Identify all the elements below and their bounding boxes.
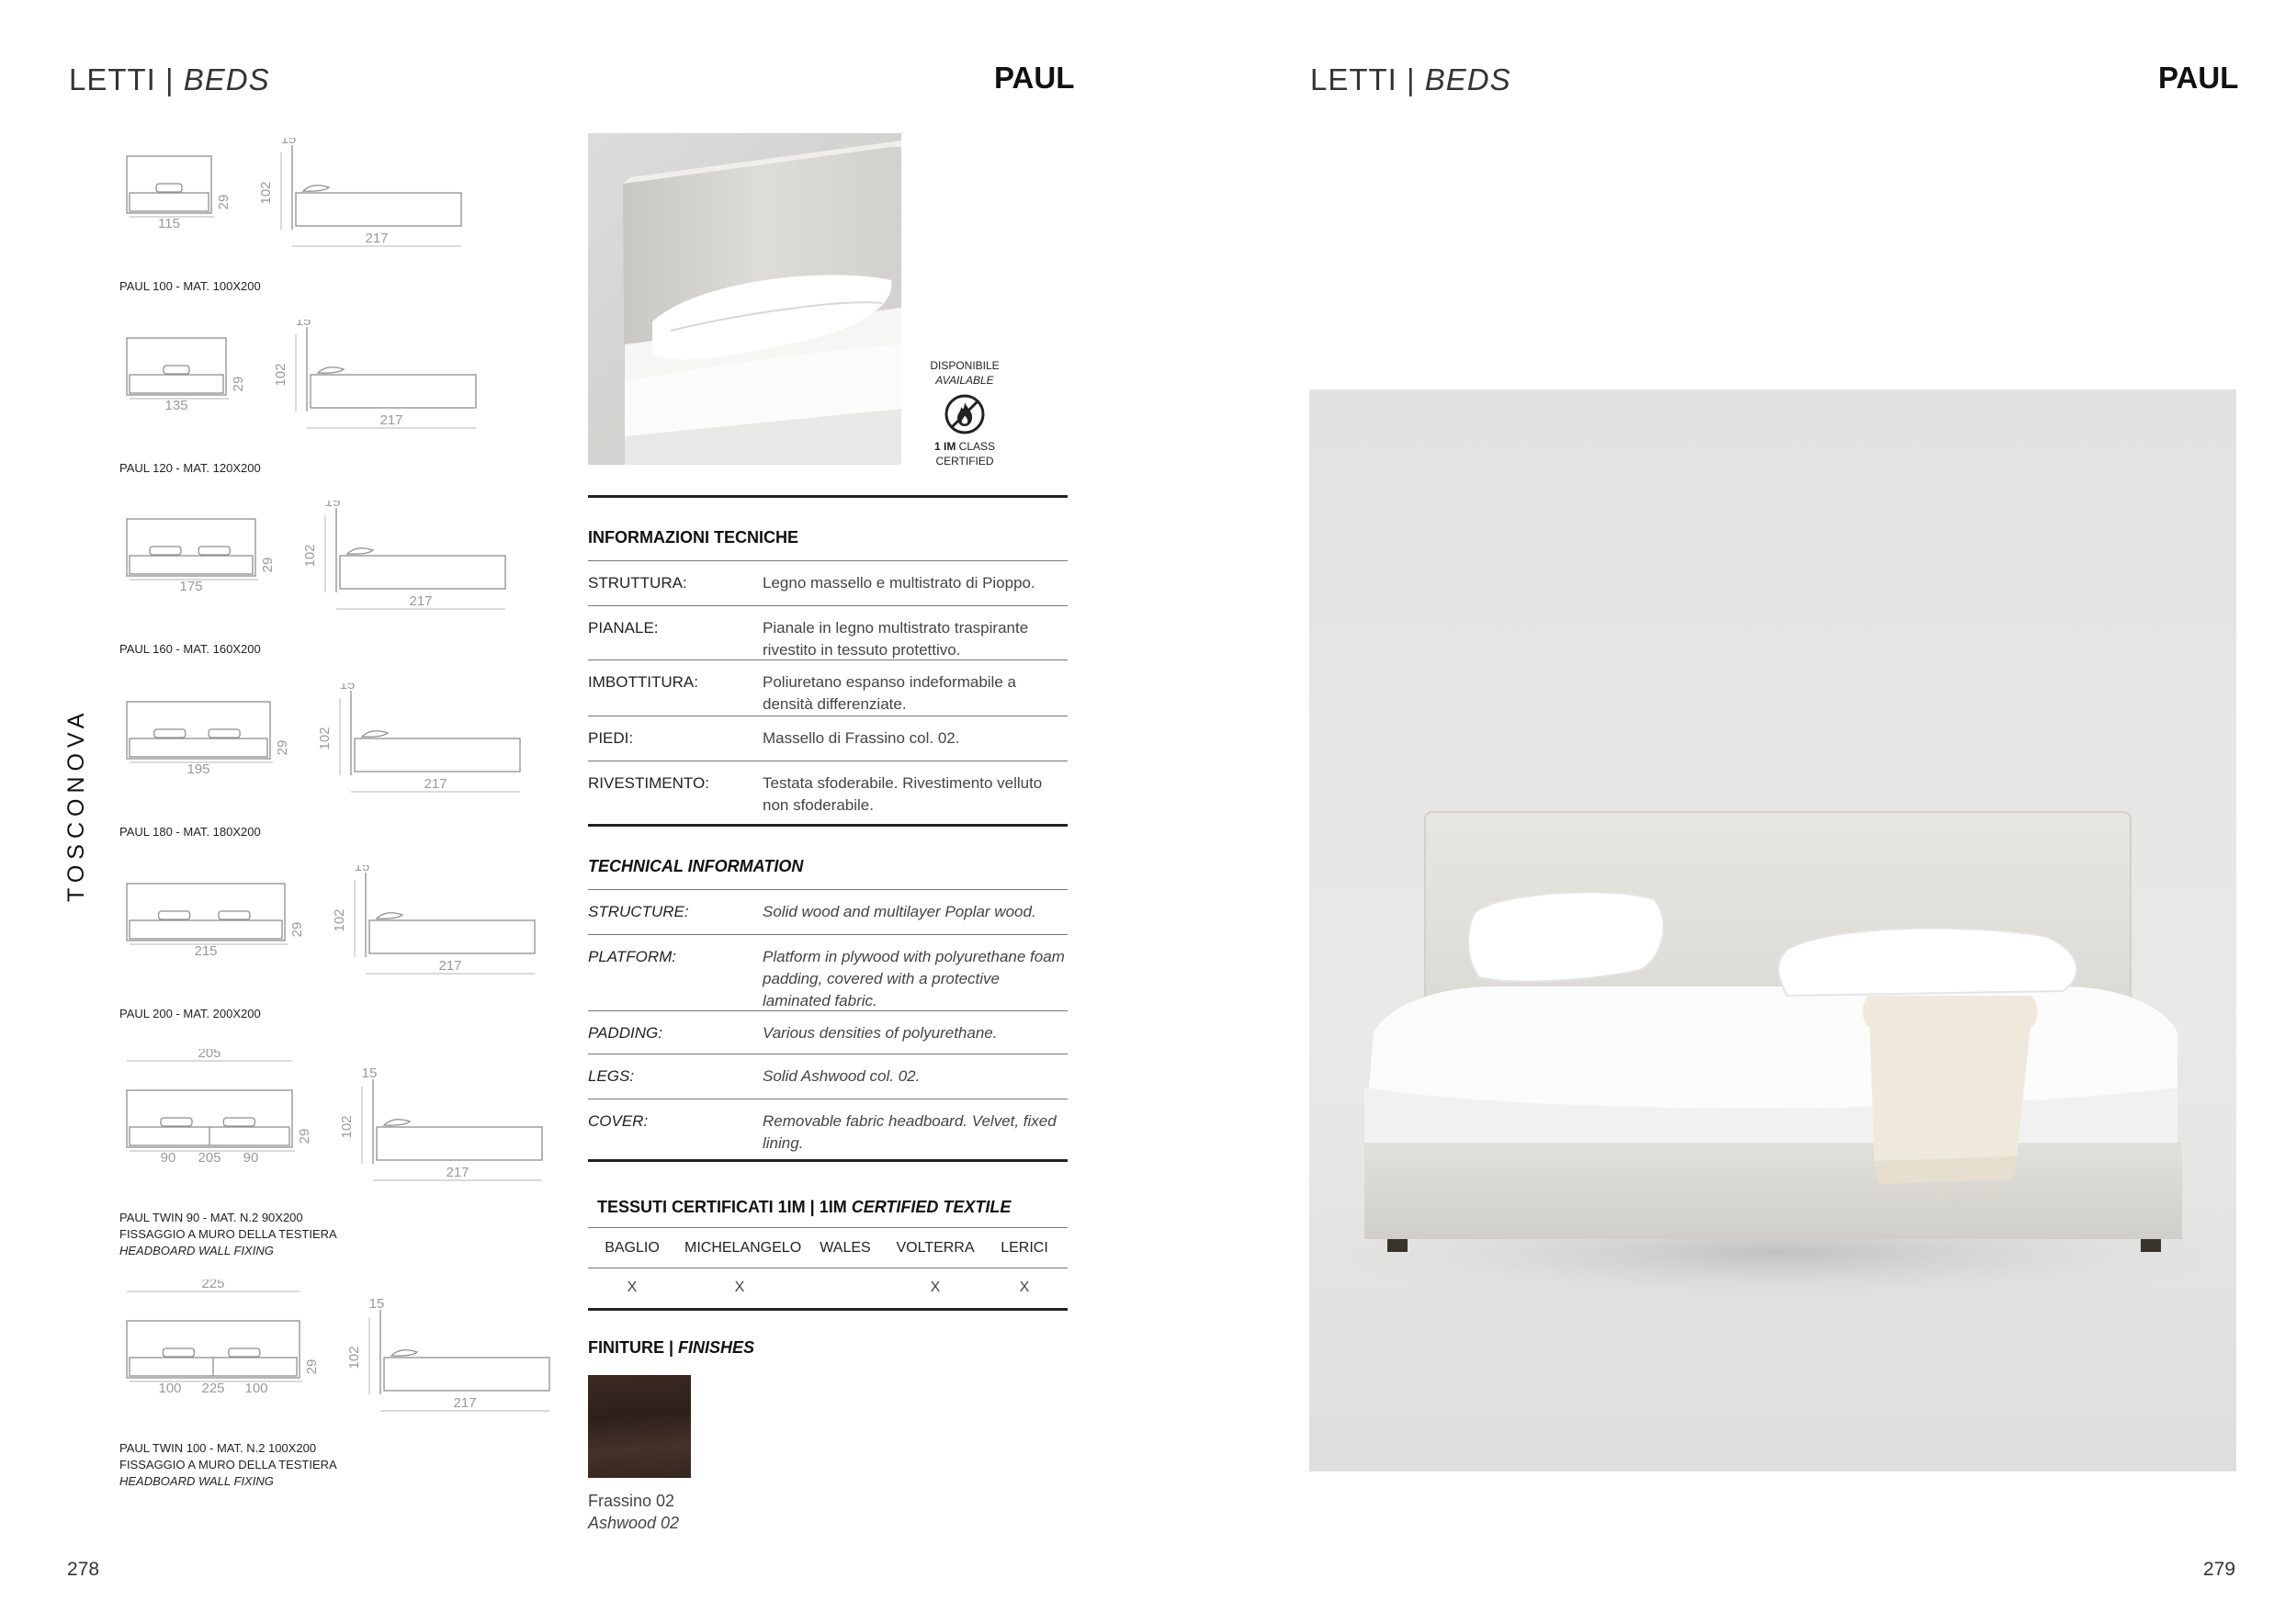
finishes-title <box>588 1338 754 1358</box>
width-dim: 115 <box>158 216 180 231</box>
length-dim: 217 <box>453 1395 477 1411</box>
length-dim: 217 <box>424 776 447 792</box>
spec-label: RIVESTIMENTO: <box>588 774 709 792</box>
length-dim: 217 <box>446 1165 469 1180</box>
front-headboard <box>127 156 211 213</box>
spec-value: Testata sfoderabile. Rivestimento velluto non sfoderabile. <box>763 774 1043 814</box>
spec-label: PLATFORM: <box>588 948 677 965</box>
top-thickness-dim: 15 <box>368 1296 385 1312</box>
twin-total-width: 205 <box>198 1049 221 1061</box>
finishes-title-it: FINITURE | <box>588 1338 679 1357</box>
spec-label: COVER: <box>588 1112 649 1130</box>
spec-value: Solid wood and multilayer Poplar wood. <box>763 903 1036 920</box>
spec-value: Massello di Frassino col. 02. <box>763 729 960 747</box>
product-title: PAUL <box>994 61 1075 95</box>
tech-info-en <box>588 824 1068 1169</box>
headboard-height-dim: 102 <box>317 727 333 750</box>
front-headboard <box>127 519 255 576</box>
spec-value: Poliuretano espanso indeformabile a densità differenziate. <box>763 673 1016 713</box>
spec-label: IMBOTTITURA: <box>588 673 698 691</box>
spec-row <box>588 606 1068 659</box>
side-base <box>355 738 520 772</box>
headboard-height-dim: 102 <box>302 544 318 568</box>
section-title-it-right: LETTI | <box>1310 62 1425 96</box>
divider <box>588 495 1068 498</box>
tech-info-it <box>588 495 1068 831</box>
length-dim: 217 <box>438 958 462 974</box>
side-base <box>311 375 476 408</box>
front-base <box>130 375 223 393</box>
badge-certified: CERTIFIED <box>935 455 994 468</box>
side-base <box>340 556 505 589</box>
bed-drawing-3 <box>119 501 551 675</box>
wall-fixing-en: HEADBOARD WALL FIXING <box>119 1244 274 1257</box>
bed-caption <box>119 1210 551 1259</box>
front-pillow <box>219 911 250 919</box>
width-dim: 175 <box>179 579 203 594</box>
bed-detail-photo <box>588 133 901 465</box>
front-pillow <box>163 1348 194 1357</box>
bed-caption <box>119 641 551 658</box>
bed-caption <box>119 824 551 840</box>
headboard-height-dim: 102 <box>332 908 347 932</box>
divider <box>588 824 1068 827</box>
front-headboard <box>127 338 226 395</box>
section-title-it: LETTI | <box>69 62 184 96</box>
model-name: PAUL 160 - MAT. 160X200 <box>119 642 261 656</box>
bed-drawing-4 <box>119 683 551 858</box>
tech-info-title: INFORMAZIONI TECNICHE <box>588 528 798 547</box>
spec-label: STRUCTURE: <box>588 903 689 920</box>
height-dim: 29 <box>297 1128 312 1144</box>
front-headboard <box>127 702 270 759</box>
front-base <box>130 738 267 757</box>
top-thickness-dim: 15 <box>361 1065 378 1081</box>
spec-label: PADDING: <box>588 1024 662 1042</box>
wall-fixing-en: HEADBOARD WALL FIXING <box>119 1474 274 1488</box>
textiles-title-en: CERTIFIED TEXTILE <box>851 1198 1012 1216</box>
badge-available-en: AVAILABLE <box>935 374 994 387</box>
textile-header: BAGLIO <box>605 1240 660 1256</box>
spec-value: Removable fabric headboard. Velvet, fixed lining. <box>763 1112 1057 1152</box>
front-pillow <box>159 911 190 919</box>
badge-class: CLASS <box>956 440 996 453</box>
twin-width-b: 100 <box>244 1381 268 1396</box>
front-base <box>130 193 209 211</box>
product-title-right: PAUL <box>2158 61 2239 95</box>
spec-value: Legno massello e multistrato di Pioppo. <box>763 574 1035 592</box>
bed-elevation-drawing <box>119 1279 551 1417</box>
side-pillow <box>377 913 402 919</box>
front-pillow <box>229 1348 260 1357</box>
front-pillow <box>198 547 230 555</box>
model-name: PAUL 200 - MAT. 200X200 <box>119 1007 261 1020</box>
model-name: PAUL 180 - MAT. 180X200 <box>119 825 261 839</box>
badge-available-it: DISPONIBILE <box>930 359 1000 372</box>
spec-label: PIANALE: <box>588 619 659 637</box>
spec-row <box>588 890 1068 934</box>
bed-main-photo <box>1309 389 2236 1471</box>
finishes-title-en: FINISHES <box>678 1338 755 1357</box>
width-dim: 225 <box>201 1381 225 1396</box>
front-pillow <box>154 729 186 738</box>
badge-class-bold: 1 IM <box>933 440 956 453</box>
twin-width-b: 90 <box>243 1150 259 1166</box>
side-pillow <box>391 1350 417 1356</box>
finish-swatch-ash-02 <box>588 1375 691 1478</box>
bed-drawing-7 <box>119 1279 551 1488</box>
spec-row <box>588 716 1068 761</box>
bed-elevation-drawing <box>119 138 551 276</box>
length-dim: 217 <box>409 593 433 609</box>
top-thickness-dim: 15 <box>339 683 356 693</box>
brand-logo: TOSCONOVA <box>63 707 89 902</box>
top-thickness-dim: 15 <box>354 865 370 874</box>
divider <box>588 1159 1068 1162</box>
width-dim: 135 <box>164 398 188 413</box>
front-pillow <box>164 366 189 374</box>
divider <box>588 1308 1068 1311</box>
section-title-en: BEDS <box>183 62 270 96</box>
side-pillow <box>318 367 344 373</box>
wall-fixing-it: FISSAGGIO A MURO DELLA TESTIERA <box>119 1458 337 1471</box>
height-dim: 29 <box>216 194 232 210</box>
bed-caption <box>119 1006 551 1022</box>
textiles-title <box>597 1198 1068 1220</box>
front-pillow <box>156 184 182 192</box>
spec-value: Pianale in legno multistrato traspirante rivestito in tessuto protettivo. <box>763 619 1029 659</box>
model-name: PAUL 120 - MAT. 120X200 <box>119 461 261 475</box>
tech-info-title-en: TECHNICAL INFORMATION <box>588 857 804 875</box>
textile-mark: X <box>1019 1279 1030 1295</box>
spec-label: STRUTTURA: <box>588 574 687 592</box>
height-dim: 29 <box>231 376 246 392</box>
fire-certified-icon <box>944 393 986 435</box>
textile-mark: X <box>734 1279 745 1295</box>
height-dim: 29 <box>304 1358 320 1375</box>
section-title <box>69 62 270 97</box>
front-base <box>130 556 253 574</box>
spec-row <box>588 761 1068 831</box>
width-dim: 215 <box>194 943 218 959</box>
front-pillow <box>223 1118 254 1126</box>
width-dim: 205 <box>198 1150 221 1166</box>
side-pillow <box>303 186 329 191</box>
length-dim: 217 <box>379 412 403 428</box>
height-dim: 29 <box>275 739 290 756</box>
section-title-en-right: BEDS <box>1424 62 1511 96</box>
side-pillow <box>347 548 373 554</box>
model-name: PAUL TWIN 100 - MAT. N.2 100X200 <box>119 1441 317 1455</box>
bed-caption <box>119 460 551 477</box>
bed-drawing-6 <box>119 1049 551 1257</box>
bed-detail-illustration <box>588 133 901 465</box>
bed-elevation-drawing <box>119 320 551 457</box>
top-thickness-dim: 15 <box>295 320 311 329</box>
spec-value: Various densities of polyurethane. <box>763 1024 998 1042</box>
side-base <box>369 920 535 953</box>
spec-row <box>588 561 1068 605</box>
bed-elevation-drawing <box>119 865 551 1003</box>
page-number-left: 278 <box>67 1559 100 1580</box>
side-pillow <box>362 731 388 737</box>
textiles-title-it: TESSUTI CERTIFICATI 1IM | 1IM <box>597 1198 852 1216</box>
spec-value: Platform in plywood with polyurethane foam padding, covered with a protective laminated fabric. <box>763 948 1065 1009</box>
bed-elevation-drawing <box>119 683 551 821</box>
bed-elevation-drawing <box>119 501 551 638</box>
certified-textiles-table <box>588 1159 1068 1311</box>
top-thickness-dim: 15 <box>324 501 341 510</box>
headboard-height-dim: 102 <box>273 363 288 387</box>
spec-row <box>588 1011 1068 1054</box>
headboard-height-dim: 102 <box>258 181 274 205</box>
side-base <box>384 1358 549 1391</box>
spec-row <box>588 1054 1068 1099</box>
front-headboard <box>127 884 285 941</box>
fire-class-badge <box>910 358 1020 468</box>
front-pillow <box>161 1118 192 1126</box>
height-dim: 29 <box>289 921 305 938</box>
spec-row <box>588 935 1068 1010</box>
textile-header: LERICI <box>1001 1240 1048 1256</box>
textile-header: VOLTERRA <box>896 1240 975 1256</box>
side-pillow <box>384 1120 410 1125</box>
finish-name-it: Frassino 02 <box>588 1492 675 1510</box>
headboard-height-dim: 102 <box>339 1115 355 1139</box>
textile-header: WALES <box>820 1240 871 1256</box>
bed-drawing-1 <box>119 138 551 312</box>
textile-mark: X <box>627 1279 638 1295</box>
bed-elevation-drawing <box>119 1049 551 1187</box>
section-title-right <box>1310 62 1511 97</box>
model-name: PAUL TWIN 90 - MAT. N.2 90X200 <box>119 1211 303 1224</box>
finish-name-en: Ashwood 02 <box>588 1514 680 1532</box>
bed-caption <box>119 278 551 295</box>
twin-total-width: 225 <box>201 1279 225 1291</box>
front-pillow <box>209 729 240 738</box>
bed-main-illustration <box>1309 389 2236 1471</box>
spec-label: PIEDI: <box>588 729 634 747</box>
wall-fixing-it: FISSAGGIO A MURO DELLA TESTIERA <box>119 1227 337 1241</box>
front-base <box>130 920 282 939</box>
side-base <box>377 1127 542 1160</box>
front-pillow <box>150 547 181 555</box>
headboard-height-dim: 102 <box>346 1346 362 1370</box>
twin-width-a: 90 <box>160 1150 176 1166</box>
bed-caption <box>119 1440 551 1490</box>
width-dim: 195 <box>187 761 210 777</box>
side-base <box>296 193 461 226</box>
spec-label: LEGS: <box>588 1067 635 1085</box>
spec-row <box>588 660 1068 716</box>
bed-drawing-2 <box>119 320 551 494</box>
twin-width-a: 100 <box>158 1381 182 1396</box>
spec-value: Solid Ashwood col. 02. <box>763 1067 921 1085</box>
top-thickness-dim: 15 <box>280 138 297 147</box>
textile-header: MICHELANGELO <box>684 1240 802 1256</box>
page-number-right: 279 <box>2203 1559 2236 1580</box>
textile-mark: X <box>930 1279 941 1295</box>
bed-drawing-5 <box>119 865 551 1040</box>
finish-label <box>588 1490 679 1534</box>
height-dim: 29 <box>260 557 276 573</box>
length-dim: 217 <box>365 231 389 246</box>
model-name: PAUL 100 - MAT. 100X200 <box>119 279 261 293</box>
